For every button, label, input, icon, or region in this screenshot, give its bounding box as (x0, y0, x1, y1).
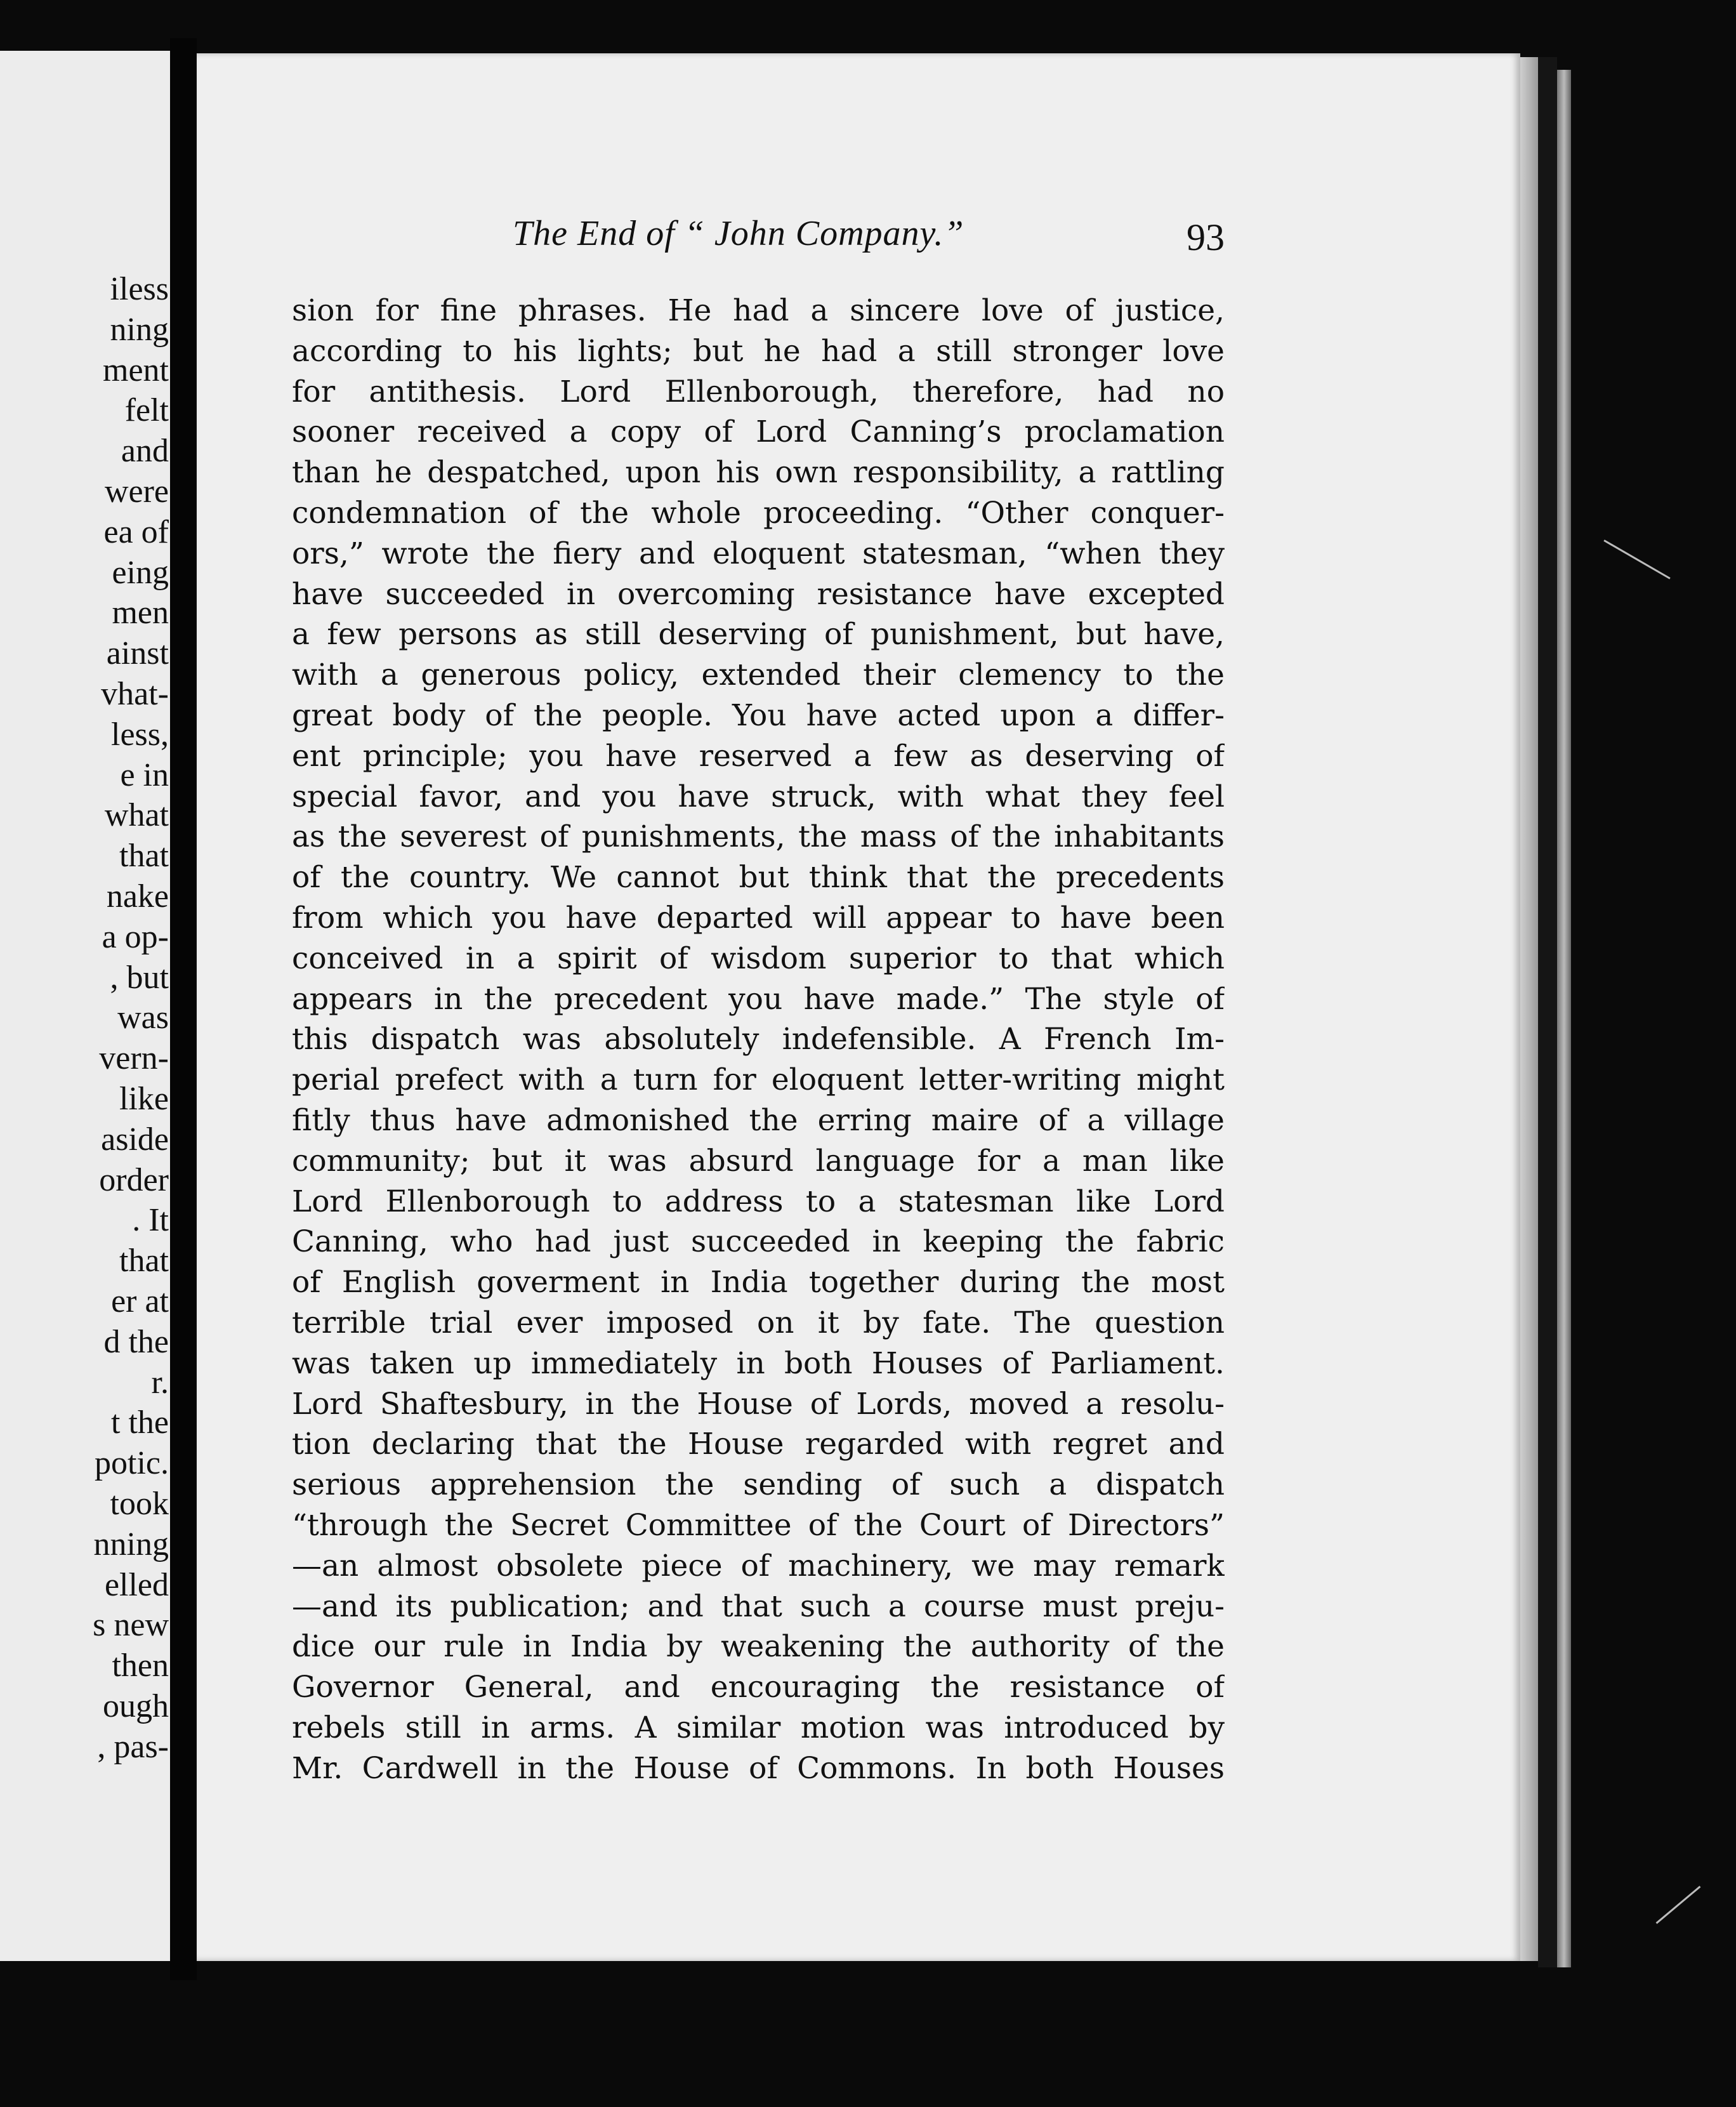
text-line: from which you have departed will appear to have been (292, 900, 1225, 935)
text-line: have succeeded in overcoming resistance have excepted (292, 576, 1225, 612)
text-line: dice our rule in India by weakening the authority of the (292, 1629, 1225, 1665)
text-line: serious apprehension the sending of such a dispatch (292, 1467, 1225, 1503)
previous-page-line-end: r. (151, 1364, 169, 1401)
previous-page-line-end: eing (112, 554, 169, 591)
previous-page-line-end: potic. (95, 1445, 169, 1482)
previous-page-line-end: men (112, 595, 169, 631)
text-line: tion declaring that the House regarded with regret and (292, 1427, 1225, 1462)
text-line: community; but it was absurd language for a man like (292, 1143, 1225, 1179)
previous-page-line-end: took (110, 1485, 169, 1522)
text-line: —and its publication; and that such a course must preju- (292, 1589, 1225, 1624)
previous-page-line-end: like (119, 1080, 169, 1117)
text-line: special favor, and you have struck, with what they feel (292, 779, 1225, 814)
text-line: a few persons as still deserving of punishment, but have, (292, 617, 1225, 652)
text-line: Governor General, and encouraging the resistance of (292, 1670, 1225, 1705)
text-line: terrible trial ever imposed on it by fate. The question (292, 1305, 1225, 1340)
previous-page-line-end: elled (104, 1566, 169, 1603)
previous-page-line-end: was (117, 1000, 169, 1036)
previous-page-line-end: nning (93, 1526, 169, 1562)
book-cover-edge (1538, 57, 1557, 1967)
previous-page-line-end: vhat- (101, 675, 169, 712)
previous-page-line-end: vern- (99, 1040, 169, 1077)
page-edge-shadow (1520, 57, 1538, 1961)
previous-page-line-end: ough (103, 1688, 169, 1724)
text-line: —an almost obsolete piece of machinery, we may remark (292, 1548, 1225, 1583)
text-line: for antithesis. Lord Ellenborough, therefore, had no (292, 374, 1225, 409)
book-spine-edge (1557, 70, 1571, 1967)
previous-page-line-end: what (104, 797, 169, 834)
previous-page-line-end: . It (132, 1202, 169, 1239)
page-number: 93 (1187, 216, 1225, 258)
previous-page-line-end: s new (93, 1607, 169, 1644)
text-line: of English goverment in India together during the most (292, 1265, 1225, 1300)
body-text (292, 291, 1225, 1788)
previous-page-line-end: and (121, 433, 169, 470)
text-line: “through the Secret Committee of the Court of Directors” (292, 1507, 1225, 1543)
previous-page-line-end: e in (120, 756, 169, 793)
text-line: great body of the people. You have acted upon a differ- (292, 697, 1225, 733)
text-line: ors,” wrote the fiery and eloquent statesman, “when they (292, 536, 1225, 571)
previous-page-line-end: that (119, 1243, 169, 1279)
text-line: Lord Ellenborough to address to a statesman like Lord (292, 1184, 1225, 1219)
text-line: Mr. Cardwell in the House of Commons. In both Houses (292, 1750, 1225, 1786)
previous-page-line-end: felt (124, 392, 169, 429)
previous-page-line-end: d the (103, 1323, 169, 1360)
text-line: appears in the precedent you have made.” The style of (292, 981, 1225, 1017)
previous-page-line-end: ment (103, 352, 169, 388)
text-line: this dispatch was absolutely indefensible. A French Im- (292, 1022, 1225, 1057)
book-gutter (170, 38, 197, 1980)
previous-page-line-end: t the (111, 1404, 169, 1441)
text-line: Canning, who had just succeeded in keeping the fabric (292, 1224, 1225, 1260)
text-line: with a generous policy, extended their clemency to the (292, 657, 1225, 693)
text-line: than he despatched, upon his own responsibility, a rattling (292, 455, 1225, 491)
previous-page-line-end: that (119, 838, 169, 875)
text-line: Lord Shaftesbury, in the House of Lords, moved a resolu- (292, 1386, 1225, 1422)
text-line: fitly thus have admonished the erring maire of a village (292, 1102, 1225, 1138)
text-line: conceived in a spirit of wisdom superior to that which (292, 941, 1225, 976)
text-line: sooner received a copy of Lord Canning’s proclamation (292, 414, 1225, 450)
text-line: ent principle; you have reserved a few as deserving of (292, 738, 1225, 774)
text-line: perial prefect with a turn for eloquent letter-writing might (292, 1062, 1225, 1098)
text-line: of the country. We cannot but think that the precedents (292, 860, 1225, 895)
previous-page-fragment (0, 51, 175, 1961)
previous-page-line-end: aside (101, 1121, 169, 1158)
previous-page-line-end: , pas- (97, 1728, 169, 1765)
previous-page-line-ends (93, 269, 175, 1767)
previous-page-line-end: nake (106, 878, 169, 915)
previous-page-line-end: were (104, 473, 169, 510)
previous-page-line-end: then (112, 1648, 169, 1684)
previous-page-line-end: ning (110, 311, 169, 348)
text-line: was taken up immediately in both Houses of Parliament. (292, 1345, 1225, 1381)
previous-page-line-end: iless (110, 271, 169, 307)
previous-page-line-end: er at (111, 1283, 169, 1319)
previous-page-line-end: order (99, 1161, 169, 1198)
text-line: sion for fine phrases. He had a sincere love of justice, (292, 293, 1225, 328)
previous-page-line-end: ea of (103, 513, 169, 550)
previous-page-line-end: a op- (102, 918, 169, 955)
text-line: rebels still in arms. A similar motion was introduced by (292, 1710, 1225, 1745)
text-line: according to his lights; but he had a still stronger love (292, 333, 1225, 369)
running-head: The End of “ John Company.” (513, 214, 964, 253)
text-line: as the severest of punishments, the mass of the inhabitants (292, 819, 1225, 855)
previous-page-line-end: , but (110, 959, 169, 996)
text-line: condemnation of the whole proceeding. “Other conquer- (292, 495, 1225, 531)
previous-page-line-end: ainst (106, 635, 169, 672)
previous-page-line-end: less, (111, 716, 169, 753)
